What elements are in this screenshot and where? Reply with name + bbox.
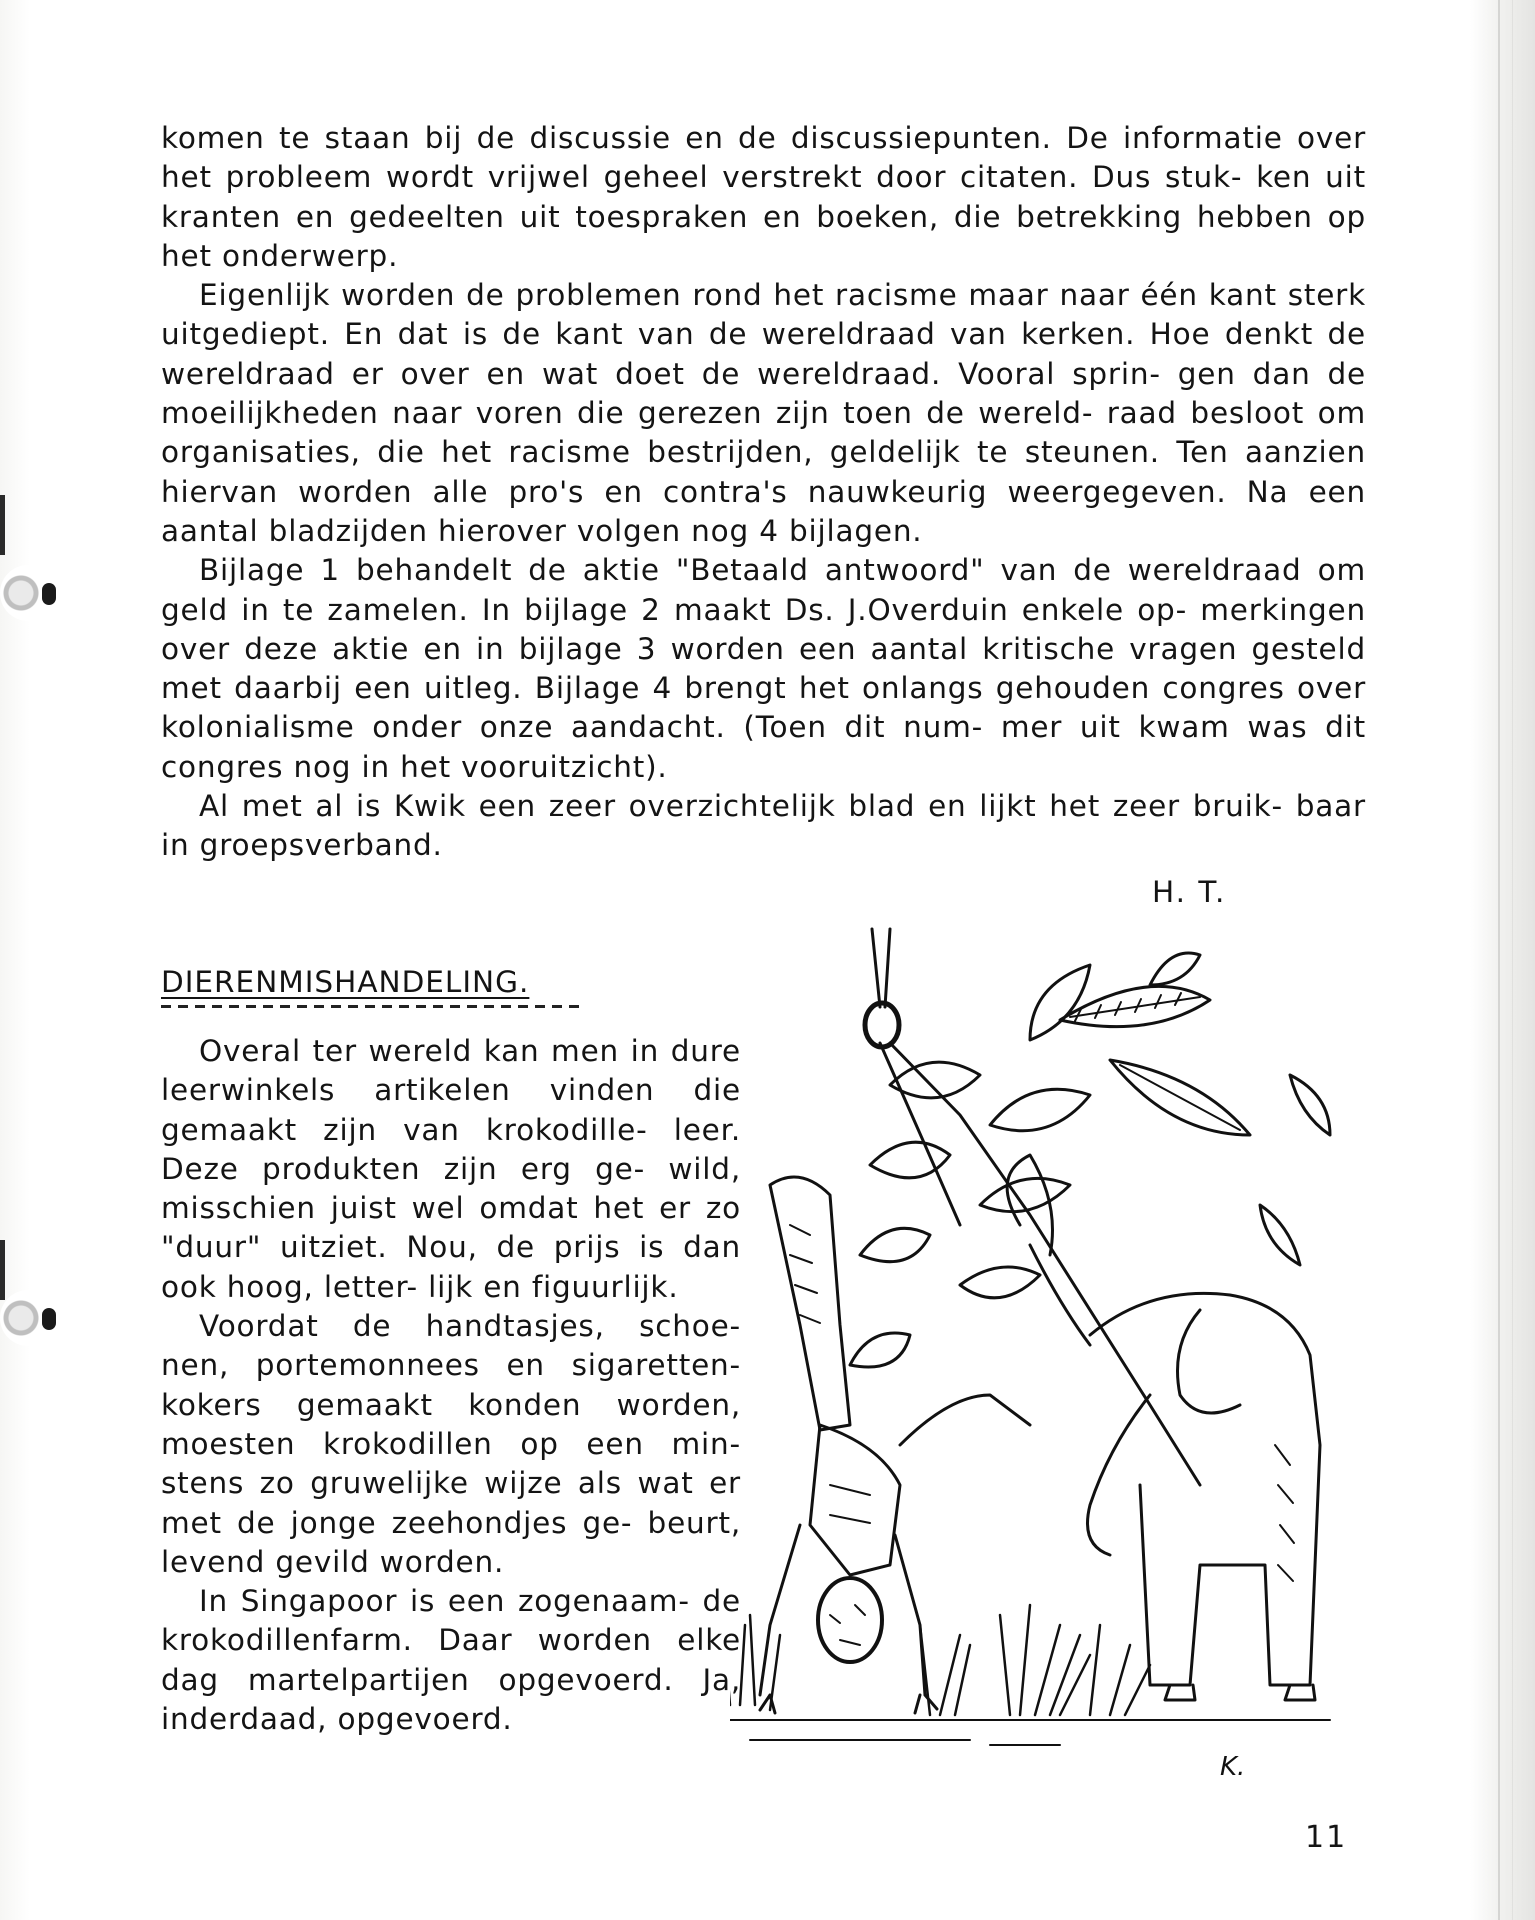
text-line: vragen gesteld met daarbij een uitleg. Bijlage 4 brengt het onlangs xyxy=(161,631,1367,706)
text-line: dure leerwinkels artikelen vinden xyxy=(161,1034,741,1108)
text-line: lijk en figuurlijk. xyxy=(428,1269,679,1304)
text-line: ken uit kranten en gedeelten uit toespraken en boeken, die betrekking xyxy=(161,160,1366,234)
text-line: denkt de wereldraad er over en wat doet de wereldraad. Vooral sprin- xyxy=(161,317,1366,391)
page-number: 11 xyxy=(1305,1820,1348,1855)
text-line: de krokodillenfarm. Daar worden xyxy=(161,1584,741,1658)
text-line: de prijs is dan ook hoog, letter- xyxy=(161,1230,741,1304)
article-text xyxy=(161,1032,741,1739)
ink-figure-drawing xyxy=(760,1177,1030,1713)
page-edge xyxy=(1498,0,1500,1920)
text-line: sterk uitgediept. En dat is de kant van de wereldraad van kerken. Hoe xyxy=(161,278,1366,352)
paragraph xyxy=(161,1582,741,1739)
text-line: die gemaakt zijn van krokodille- xyxy=(161,1073,741,1147)
text-line: om geld in te zamelen. In bijlage 2 maakt Ds. J.Overduin enkele op- xyxy=(161,553,1366,627)
text-line: In Singapoor is een zogenaam- xyxy=(199,1584,690,1619)
review-text xyxy=(161,119,1366,866)
text-line: het er zo "duur" uitziet. Nou, xyxy=(161,1191,741,1265)
artist-signature: K. xyxy=(1220,1752,1246,1780)
text-line: merkingen over deze aktie en in bijlage 3 worden een aantal kritische xyxy=(161,592,1366,666)
text-line: baar in groepsverband. xyxy=(161,789,1366,863)
text-line: steunen. Ten aanzien hiervan worden alle pro's en contra's nauwkeurig xyxy=(161,435,1366,509)
paragraph xyxy=(161,551,1366,787)
text-line: kokers gemaakt konden worden, xyxy=(161,1387,741,1422)
heading-dashed-underline xyxy=(161,1005,583,1008)
text-line: Al met al is Kwik een zeer overzichtelijk blad en lijkt het zeer bruik- xyxy=(199,789,1283,824)
text-line: beurt, levend gevild worden. xyxy=(161,1505,741,1579)
paragraph xyxy=(161,276,1366,551)
text-line: nen, portemonnees en sigaretten- xyxy=(161,1348,741,1383)
text-line: over het probleem wordt vrijwel geheel verstrekt door citaten. Dus stuk- xyxy=(161,121,1366,195)
text-line: Bijlage 1 behandelt de aktie "Betaald antwoord" van de wereldraad xyxy=(199,553,1302,588)
text-line: Ja, inderdaad, opgevoerd. xyxy=(161,1662,741,1737)
paragraph xyxy=(161,1307,741,1582)
punch-hole xyxy=(0,1290,60,1346)
text-line: mer uit kwam was dit congres nog in het vooruitzicht). xyxy=(161,710,1366,784)
binding-mark xyxy=(0,495,5,555)
author-initials: H. T. xyxy=(1152,875,1227,909)
punch-hole xyxy=(0,565,60,621)
text-line: leer. Deze produkten zijn erg ge- xyxy=(161,1112,741,1186)
text-line: komen te staan bij de discussie en de discussiepunten. De informatie xyxy=(161,121,1283,155)
binding-mark xyxy=(0,1240,5,1300)
text-line: weergegeven. Na een aantal bladzijden hierover volgen nog 4 bijlagen. xyxy=(161,474,1366,548)
text-line: raad besloot om organisaties, die het racisme bestrijden, geldelijk te xyxy=(161,396,1366,470)
ink-plant-drawing xyxy=(850,953,1330,1367)
text-line: hebben op het onderwerp. xyxy=(161,199,1366,273)
text-line: wild, misschien juist wel omdat xyxy=(161,1151,741,1226)
paragraph xyxy=(161,1032,741,1307)
text-line: Overal ter wereld kan men in xyxy=(199,1034,660,1068)
text-line: er met de jonge zeehondjes ge- xyxy=(161,1466,741,1540)
text-line: moesten krokodillen op een min- xyxy=(161,1426,741,1461)
page-edge xyxy=(1512,0,1513,1920)
text-line: gehouden congres over kolonialisme onder onze aandacht. (Toen dit num- xyxy=(161,671,1367,745)
ink-handle-drawing xyxy=(865,929,1200,1485)
text-line: gen dan de moeilijkheden naar voren die gerezen zijn toen de wereld- xyxy=(161,356,1366,431)
article-heading: DIERENMISHANDELING. xyxy=(161,965,530,999)
ink-illustration xyxy=(730,925,1355,1780)
text-line: Eigenlijk worden de problemen rond het racisme maar naar één kant xyxy=(199,278,1277,313)
paragraph xyxy=(161,119,1366,276)
text-line: Voordat de handtasjes, schoe- xyxy=(199,1309,741,1344)
text-line: elke dag martelpartijen opgevoerd. xyxy=(161,1623,741,1697)
text-line: stens zo gruwelijke wijze als wat xyxy=(161,1466,694,1501)
paragraph xyxy=(161,787,1366,866)
